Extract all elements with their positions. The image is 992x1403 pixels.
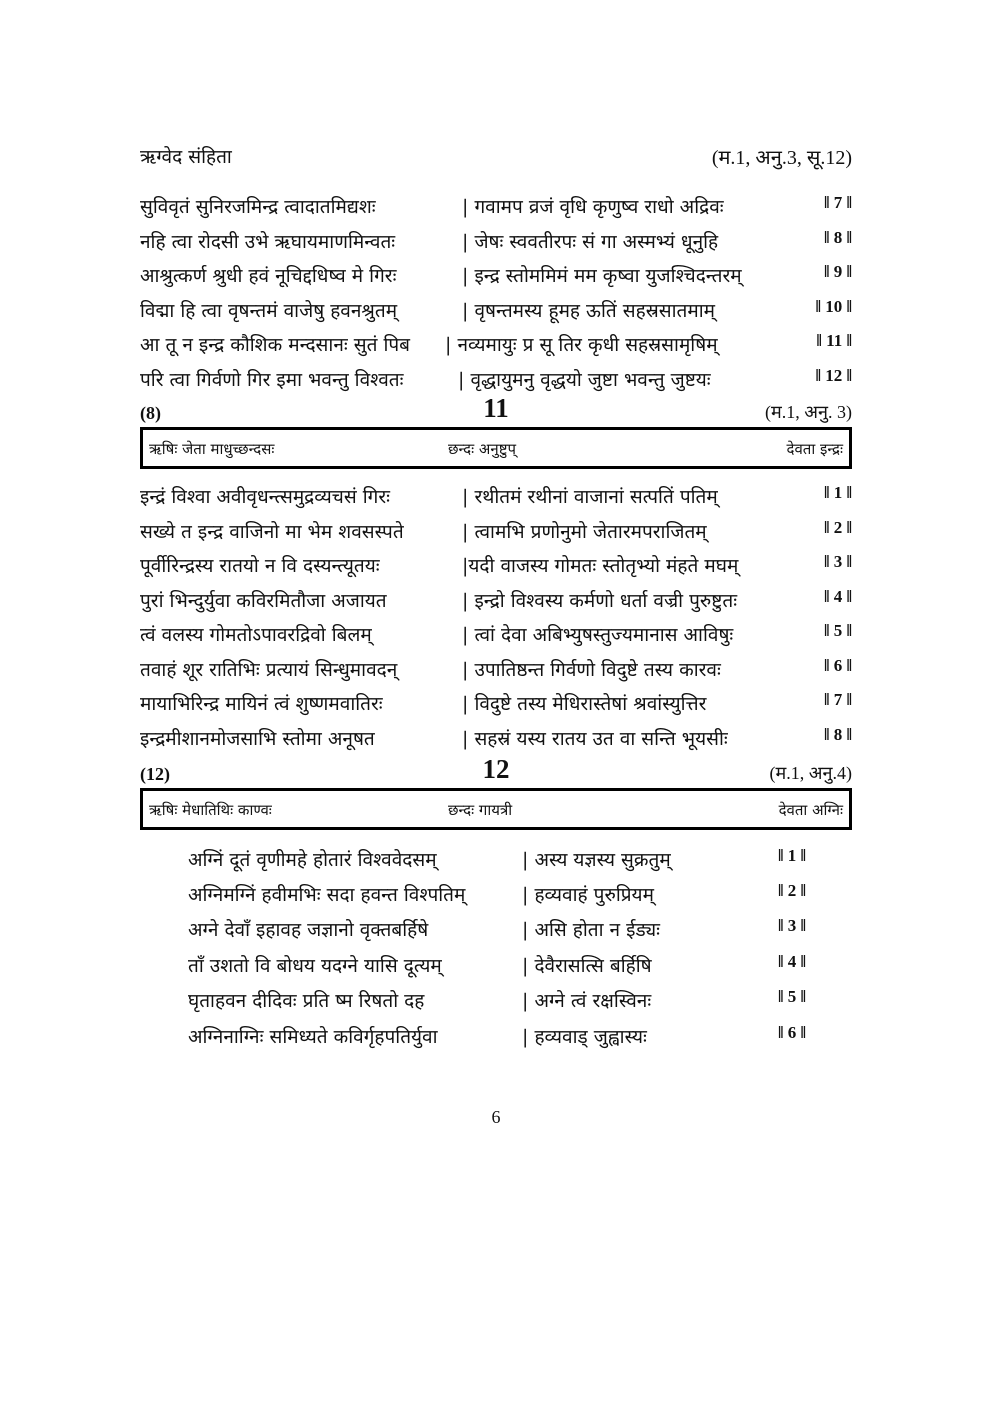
verse-number: ‖ 8 ‖: [823, 725, 852, 744]
verse-number: ‖ 10 ‖: [815, 297, 852, 316]
verse-second-half: | नव्यमायुः प्र सू तिर कृधी सहस्रसामृषिम्: [445, 334, 718, 356]
sukta-info-box: [140, 427, 852, 469]
verse-number: ‖ 12 ‖: [815, 366, 852, 385]
rishi-label: ऋषिः जेता माधुच्छन्दसः: [149, 440, 275, 458]
section-reference: (म.1, अनु.3, सू.12): [711, 147, 852, 169]
verse-line: [188, 916, 806, 950]
verse-number: ‖ 9 ‖: [823, 262, 852, 281]
sukta-serial: (12): [140, 764, 170, 784]
verse-first-half: अग्निनाग्निः समिध्यते कविर्गृहपतिर्युवा: [188, 1026, 438, 1048]
verse-first-half: अग्ने देवाँ इहावह जज्ञानो वृक्तबर्हिषे: [188, 919, 429, 941]
verse-first-half: मायाभिरिन्द्र मायिनं त्वं शुष्णमवातिरः: [140, 693, 383, 715]
verse-number: ‖ 8 ‖: [823, 228, 852, 247]
verse-second-half: | देवैरासत्सि बर्हिषि: [522, 955, 652, 977]
verse-line: [140, 193, 852, 227]
verse-second-half: | वृद्धायुमनु वृद्धयो जुष्टा भवन्तु जुष्टयः: [458, 369, 711, 391]
verse-line: [188, 1023, 806, 1057]
verse-second-half: | सहस्रं यस्य रातय उत वा सन्ति भूयसीः: [462, 728, 728, 750]
verse-first-half: सख्ये त इन्द्र वाजिनो मा भेम शवसस्पते: [140, 521, 404, 543]
verse-number: ‖ 6 ‖: [823, 656, 852, 675]
verse-second-half: | हव्यवाहं पुरुप्रियम्: [522, 884, 654, 906]
verse-second-half: | अस्य यज्ञस्य सुक्रतुम्: [522, 849, 671, 871]
verse-number: ‖ 1 ‖: [777, 846, 806, 865]
verse-line: [140, 587, 852, 621]
verse-number: ‖ 4 ‖: [823, 587, 852, 606]
verse-line: [188, 846, 806, 880]
verse-second-half: | अग्ने त्वं रक्षस्विनः: [522, 990, 652, 1012]
chandas-label: छन्दः अनुष्टुप्: [448, 440, 516, 458]
verse-first-half: परि त्वा गिर्वणो गिर इमा भवन्तु विश्वतः: [140, 369, 404, 391]
verse-first-half: ताँ उशतो वि बोधय यदग्ने यासि दूत्यम्: [188, 955, 442, 977]
verse-line: [140, 690, 852, 724]
verse-number: ‖ 11 ‖: [816, 331, 852, 350]
verse-line: [140, 228, 852, 262]
verse-first-half: सुविवृतं सुनिरजमिन्द्र त्वादातमिद्यशः: [140, 196, 376, 218]
verse-second-half: | वृषन्तमस्य हूमह ऊतिं सहस्रसातमाम्: [462, 300, 715, 322]
verse-number: ‖ 7 ‖: [823, 690, 852, 709]
verse-line: [140, 331, 852, 365]
verse-line: [140, 518, 852, 552]
verse-first-half: आश्रुत्कर्ण श्रुधी हवं नूचिद्दधिष्व मे गिरः: [140, 265, 397, 287]
verse-first-half: तवाहं शूर रातिभिः प्रत्यायं सिन्धुमावदन्: [140, 659, 398, 681]
verse-second-half: | इन्द्रो विश्वस्य कर्मणो धर्ता वज्री पुरुष्टुतः: [462, 590, 738, 612]
verse-second-half: | त्वामभि प्रणोनुमो जेतारमपराजितम्: [462, 521, 707, 543]
devata-label: देवता इन्द्रः: [786, 440, 843, 458]
verse-number: ‖ 3 ‖: [777, 916, 806, 935]
verse-number: ‖ 5 ‖: [823, 621, 852, 640]
verse-first-half: आ तू न इन्द्र कौशिक मन्दसानः सुतं पिब: [140, 334, 411, 356]
verse-line: [140, 552, 852, 586]
sukta-reference: (म.1, अनु.4): [769, 763, 852, 783]
verse-second-half: |यदी वाजस्य गोमतः स्तोतृभ्यो मंहते मघम्: [462, 555, 739, 577]
verse-line: [140, 621, 852, 655]
verse-line: [188, 952, 806, 986]
verse-number: ‖ 2 ‖: [823, 518, 852, 537]
verse-second-half: | रथीतमं रथीनां वाजानां सत्पतिं पतिम्: [462, 486, 718, 508]
sukta-info-box: [140, 788, 852, 830]
verse-second-half: | गवामप व्रजं वृधि कृणुष्व राधो अद्रिवः: [462, 196, 724, 218]
verse-second-half: | विदुष्टे तस्य मेधिरास्तेषां श्रवांस्युत्तिर: [462, 693, 707, 715]
verse-number: ‖ 1 ‖: [823, 483, 852, 502]
devata-label: देवता अग्निः: [778, 801, 843, 819]
sukta-heading: [140, 754, 852, 785]
verse-second-half: | असि होता न ईड्यः: [522, 919, 660, 941]
verse-first-half: त्वं वलस्य गोमतोऽपावरद्रिवो बिलम्: [140, 624, 372, 646]
verse-first-half: नहि त्वा रोदसी उभे ऋघायमाणमिन्वतः: [140, 231, 396, 253]
verse-line: [140, 297, 852, 331]
running-header: [140, 143, 852, 169]
verse-number: ‖ 4 ‖: [777, 952, 806, 971]
verse-second-half: | जेषः स्ववतीरपः सं गा अस्मभ्यं धूनुहि: [462, 231, 719, 253]
sukta-heading: [140, 393, 852, 424]
rishi-label: ऋषिः मेधातिथिः काण्वः: [149, 801, 272, 819]
verse-first-half: घृताहवन दीदिवः प्रति ष्म रिषतो दह: [188, 990, 425, 1012]
verse-first-half: इन्द्रं विश्वा अवीवृधन्त्समुद्रव्यचसं गिरः: [140, 486, 390, 508]
verse-number: ‖ 6 ‖: [777, 1023, 806, 1042]
verse-first-half: पूर्वीरिन्द्रस्य रातयो न वि दस्यन्त्यूतयः: [140, 555, 380, 577]
verse-first-half: विद्मा हि त्वा वृषन्तमं वाजेषु हवनश्रुतम्: [140, 300, 398, 322]
verse-second-half: | हव्यवाड् जुह्वास्यः: [522, 1026, 647, 1048]
verse-second-half: | इन्द्र स्तोममिमं मम कृष्वा युजश्चिदन्तरम्: [462, 265, 742, 287]
verse-second-half: | त्वां देवा अबिभ्युषस्तुज्यमानास आविषुः: [462, 624, 734, 646]
verse-number: ‖ 5 ‖: [777, 987, 806, 1006]
sukta-reference: (म.1, अनु. 3): [765, 402, 852, 422]
verse-second-half: | उपातिष्ठन्त गिर्वणो विदुष्टे तस्य कारवः: [462, 659, 721, 681]
page-number: 6: [491, 1107, 501, 1127]
verse-number: ‖ 3 ‖: [823, 552, 852, 571]
book-title: ऋग्वेद संहिता: [140, 146, 232, 168]
verse-first-half: अग्निं दूतं वृणीमहे होतारं विश्ववेदसम्: [188, 849, 437, 871]
verse-number: ‖ 2 ‖: [777, 881, 806, 900]
verse-line: [140, 262, 852, 296]
sukta-serial: (8): [140, 403, 161, 423]
verse-first-half: पुरां भिन्दुर्युवा कविरमितौजा अजायत: [140, 590, 387, 612]
verse-line: [140, 656, 852, 690]
verse-line: [188, 881, 806, 915]
sukta-number: 12: [482, 754, 510, 784]
verse-first-half: अग्निमग्निं हवीमभिः सदा हवन्त विश्पतिम्: [188, 884, 466, 906]
verse-first-half: इन्द्रमीशानमोजसाभि स्तोमा अनूषत: [140, 728, 375, 750]
chandas-label: छन्दः गायत्री: [448, 801, 513, 819]
verse-line: [140, 483, 852, 517]
verse-line: [188, 987, 806, 1021]
verse-number: ‖ 7 ‖: [823, 193, 852, 212]
sukta-number: 11: [483, 393, 509, 423]
